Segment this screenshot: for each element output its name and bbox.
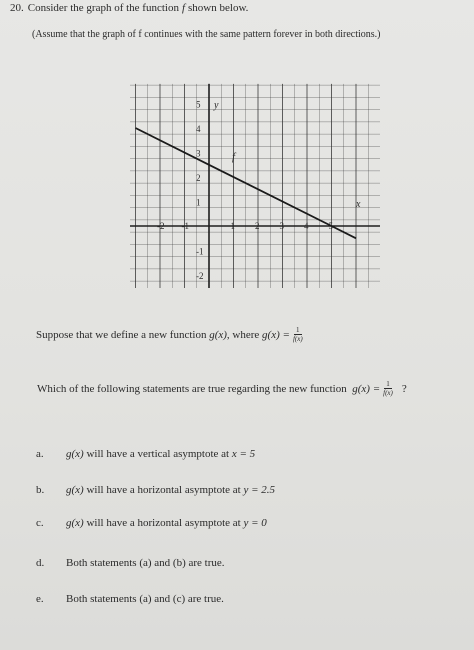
choice-equation: y = 0 bbox=[243, 517, 267, 529]
choice-statement: will have a horizontal asymptote at bbox=[86, 484, 241, 496]
curve-label: f bbox=[232, 151, 236, 163]
x-tick-label: 2 bbox=[255, 221, 260, 231]
choice-text bbox=[66, 447, 255, 461]
graph-axes bbox=[130, 84, 380, 288]
definition-fraction bbox=[293, 326, 303, 343]
y-axis-label: y bbox=[214, 100, 219, 111]
choice-function: g(x) bbox=[66, 517, 84, 529]
question-title-function: f bbox=[181, 2, 186, 14]
choice-statement: will have a vertical asymptote at bbox=[86, 448, 230, 460]
prompt-question-mark: ? bbox=[401, 382, 407, 395]
x-tick-label: -1 bbox=[181, 221, 189, 231]
y-tick-label: 1 bbox=[196, 197, 201, 208]
choice-letter: b. bbox=[36, 484, 45, 496]
choice-letter: a. bbox=[36, 448, 44, 460]
choice-letter: d. bbox=[36, 557, 45, 569]
x-tick-label: 4 bbox=[304, 221, 309, 231]
definition-where: , where bbox=[226, 328, 260, 341]
function-graph bbox=[130, 76, 380, 288]
y-tick-label: 4 bbox=[196, 124, 201, 134]
choice-text bbox=[66, 483, 275, 497]
graph-svg bbox=[130, 76, 380, 288]
choice-text: Both statements (a) and (c) are true. bbox=[66, 593, 224, 605]
prompt-fraction-denominator: f(x) bbox=[383, 389, 393, 397]
prompt-lead: Which of the following statements are true regarding the new function bbox=[37, 382, 347, 395]
question-number: 20. bbox=[10, 2, 24, 14]
definition-fraction-denominator: f(x) bbox=[292, 335, 303, 343]
graph-grid bbox=[130, 84, 380, 288]
prompt-line bbox=[37, 380, 407, 397]
x-axis-label: x bbox=[356, 199, 361, 210]
choice-text bbox=[66, 516, 267, 530]
definition-lead: Suppose that we define a new function bbox=[36, 328, 207, 341]
choice-function: g(x) bbox=[66, 484, 84, 496]
x-tick-label: 3 bbox=[279, 221, 284, 231]
x-tick-label: 1 bbox=[230, 221, 235, 231]
choice-equation: y = 2.5 bbox=[243, 484, 276, 496]
prompt-fraction bbox=[383, 380, 393, 397]
definition-line bbox=[36, 326, 306, 343]
question-title bbox=[10, 1, 248, 15]
question-title-post: shown below. bbox=[188, 2, 249, 14]
y-tick-label: -2 bbox=[196, 271, 204, 281]
choice-letter: c. bbox=[36, 517, 44, 529]
choice-statement: will have a horizontal asymptote at bbox=[86, 517, 241, 529]
choice-letter: e. bbox=[36, 593, 44, 605]
y-tick-label: 3 bbox=[196, 148, 201, 159]
definition-fraction-numerator: 1 bbox=[296, 326, 300, 334]
assumption-note: (Assume that the graph of f continues with the same pattern forever in both directions.) bbox=[32, 29, 381, 40]
prompt-fraction-numerator: 1 bbox=[386, 380, 390, 388]
y-tick-label: 5 bbox=[196, 99, 201, 110]
y-tick-label: 2 bbox=[196, 173, 201, 183]
prompt-eq: g(x) = bbox=[352, 382, 381, 395]
x-tick-label: -2 bbox=[157, 221, 165, 231]
question-title-pre: Consider the graph of the function bbox=[27, 2, 179, 14]
choice-equation: x = 5 bbox=[231, 448, 256, 460]
choice-text: Both statements (a) and (b) are true. bbox=[66, 557, 225, 569]
definition-eq: g(x) = bbox=[262, 328, 290, 341]
y-tick-label: -1 bbox=[196, 246, 204, 257]
choice-function: g(x) bbox=[66, 448, 84, 460]
definition-gx: g(x) bbox=[209, 328, 227, 341]
x-tick-label: 5 bbox=[328, 221, 333, 231]
